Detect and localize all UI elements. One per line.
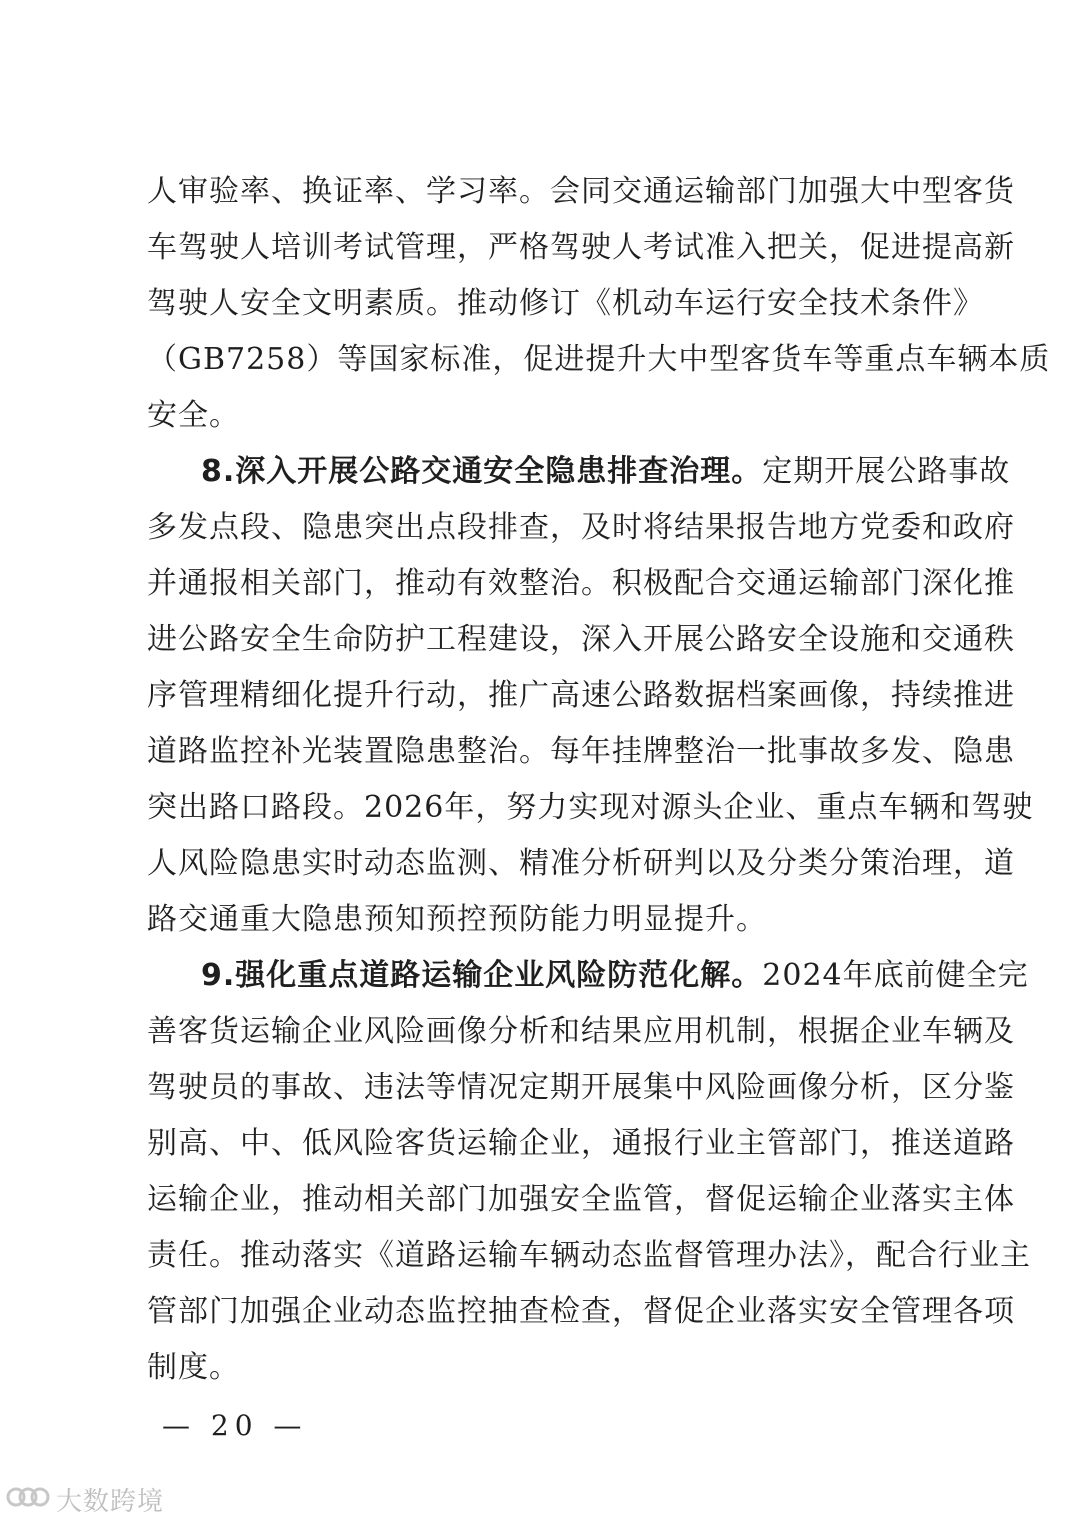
- text-line: 人风险隐患实时动态监测、精准分析研判以及分类分策治理，道: [147, 846, 1015, 881]
- text-line: 道路监控补光装置隐患整治。每年挂牌整治一批事故多发、隐患: [147, 734, 1015, 769]
- text-line: 进公路安全生命防护工程建设，深入开展公路安全设施和交通秩: [147, 622, 1015, 657]
- text-line: 多发点段、隐患突出点段排查，及时将结果报告地方党委和政府: [147, 510, 1015, 545]
- watermark: [6, 1481, 164, 1517]
- text-line: 安全。: [147, 398, 240, 433]
- text-line: 车驾驶人培训考试管理，严格驾驶人考试准入把关，促进提高新: [147, 230, 1015, 265]
- text-line: 路交通重大隐患预知预控预防能力明显提升。: [147, 902, 767, 937]
- item-8-heading-line: 8.深入开展公路交通安全隐患排查治理。定期开展公路事故: [201, 454, 1011, 489]
- item-9-heading: 9.强化重点道路运输企业风险防范化解。: [201, 958, 763, 993]
- text-line: 别高、中、低风险客货运输企业，通报行业主管部门，推送道路: [147, 1126, 1015, 1161]
- item-9-heading-line: 9.强化重点道路运输企业风险防范化解。2024年底前健全完: [201, 958, 1029, 993]
- text-line: 运输企业，推动相关部门加强安全监管，督促运输企业落实主体: [147, 1182, 1015, 1217]
- text-line: 序管理精细化提升行动，推广高速公路数据档案画像，持续推进: [147, 678, 1015, 713]
- text-line: 突出路口路段。2026年，努力实现对源头企业、重点车辆和驾驶: [147, 790, 1034, 825]
- text-line: 驾驶员的事故、违法等情况定期开展集中风险画像分析，区分鉴: [147, 1070, 1015, 1105]
- text-line: 制度。: [147, 1350, 240, 1385]
- watermark-text: 大数跨境: [56, 1486, 165, 1517]
- text-line: （GB7258）等国家标准，促进提升大中型客货车等重点车辆本质: [147, 342, 1051, 377]
- page-number: — 20 —: [162, 1409, 308, 1442]
- text-line: 管部门加强企业动态监控抽查检查，督促企业落实安全管理各项: [147, 1294, 1015, 1329]
- item-8-heading: 8.深入开展公路交通安全隐患排查治理。: [201, 454, 763, 489]
- text-line: 人审验率、换证率、学习率。会同交通运输部门加强大中型客货: [147, 174, 1015, 209]
- text-line: 责任。推动落实《道路运输车辆动态监督管理办法》，配合行业主: [147, 1238, 1031, 1273]
- text-line: 善客货运输企业风险画像分析和结果应用机制，根据企业车辆及: [147, 1014, 1015, 1049]
- text-line: 并通报相关部门，推动有效整治。积极配合交通运输部门深化推: [147, 566, 1015, 601]
- watermark-logo-icon: [6, 1482, 50, 1516]
- text-line: 驾驶人安全文明素质。推动修订《机动车运行安全技术条件》: [147, 286, 984, 321]
